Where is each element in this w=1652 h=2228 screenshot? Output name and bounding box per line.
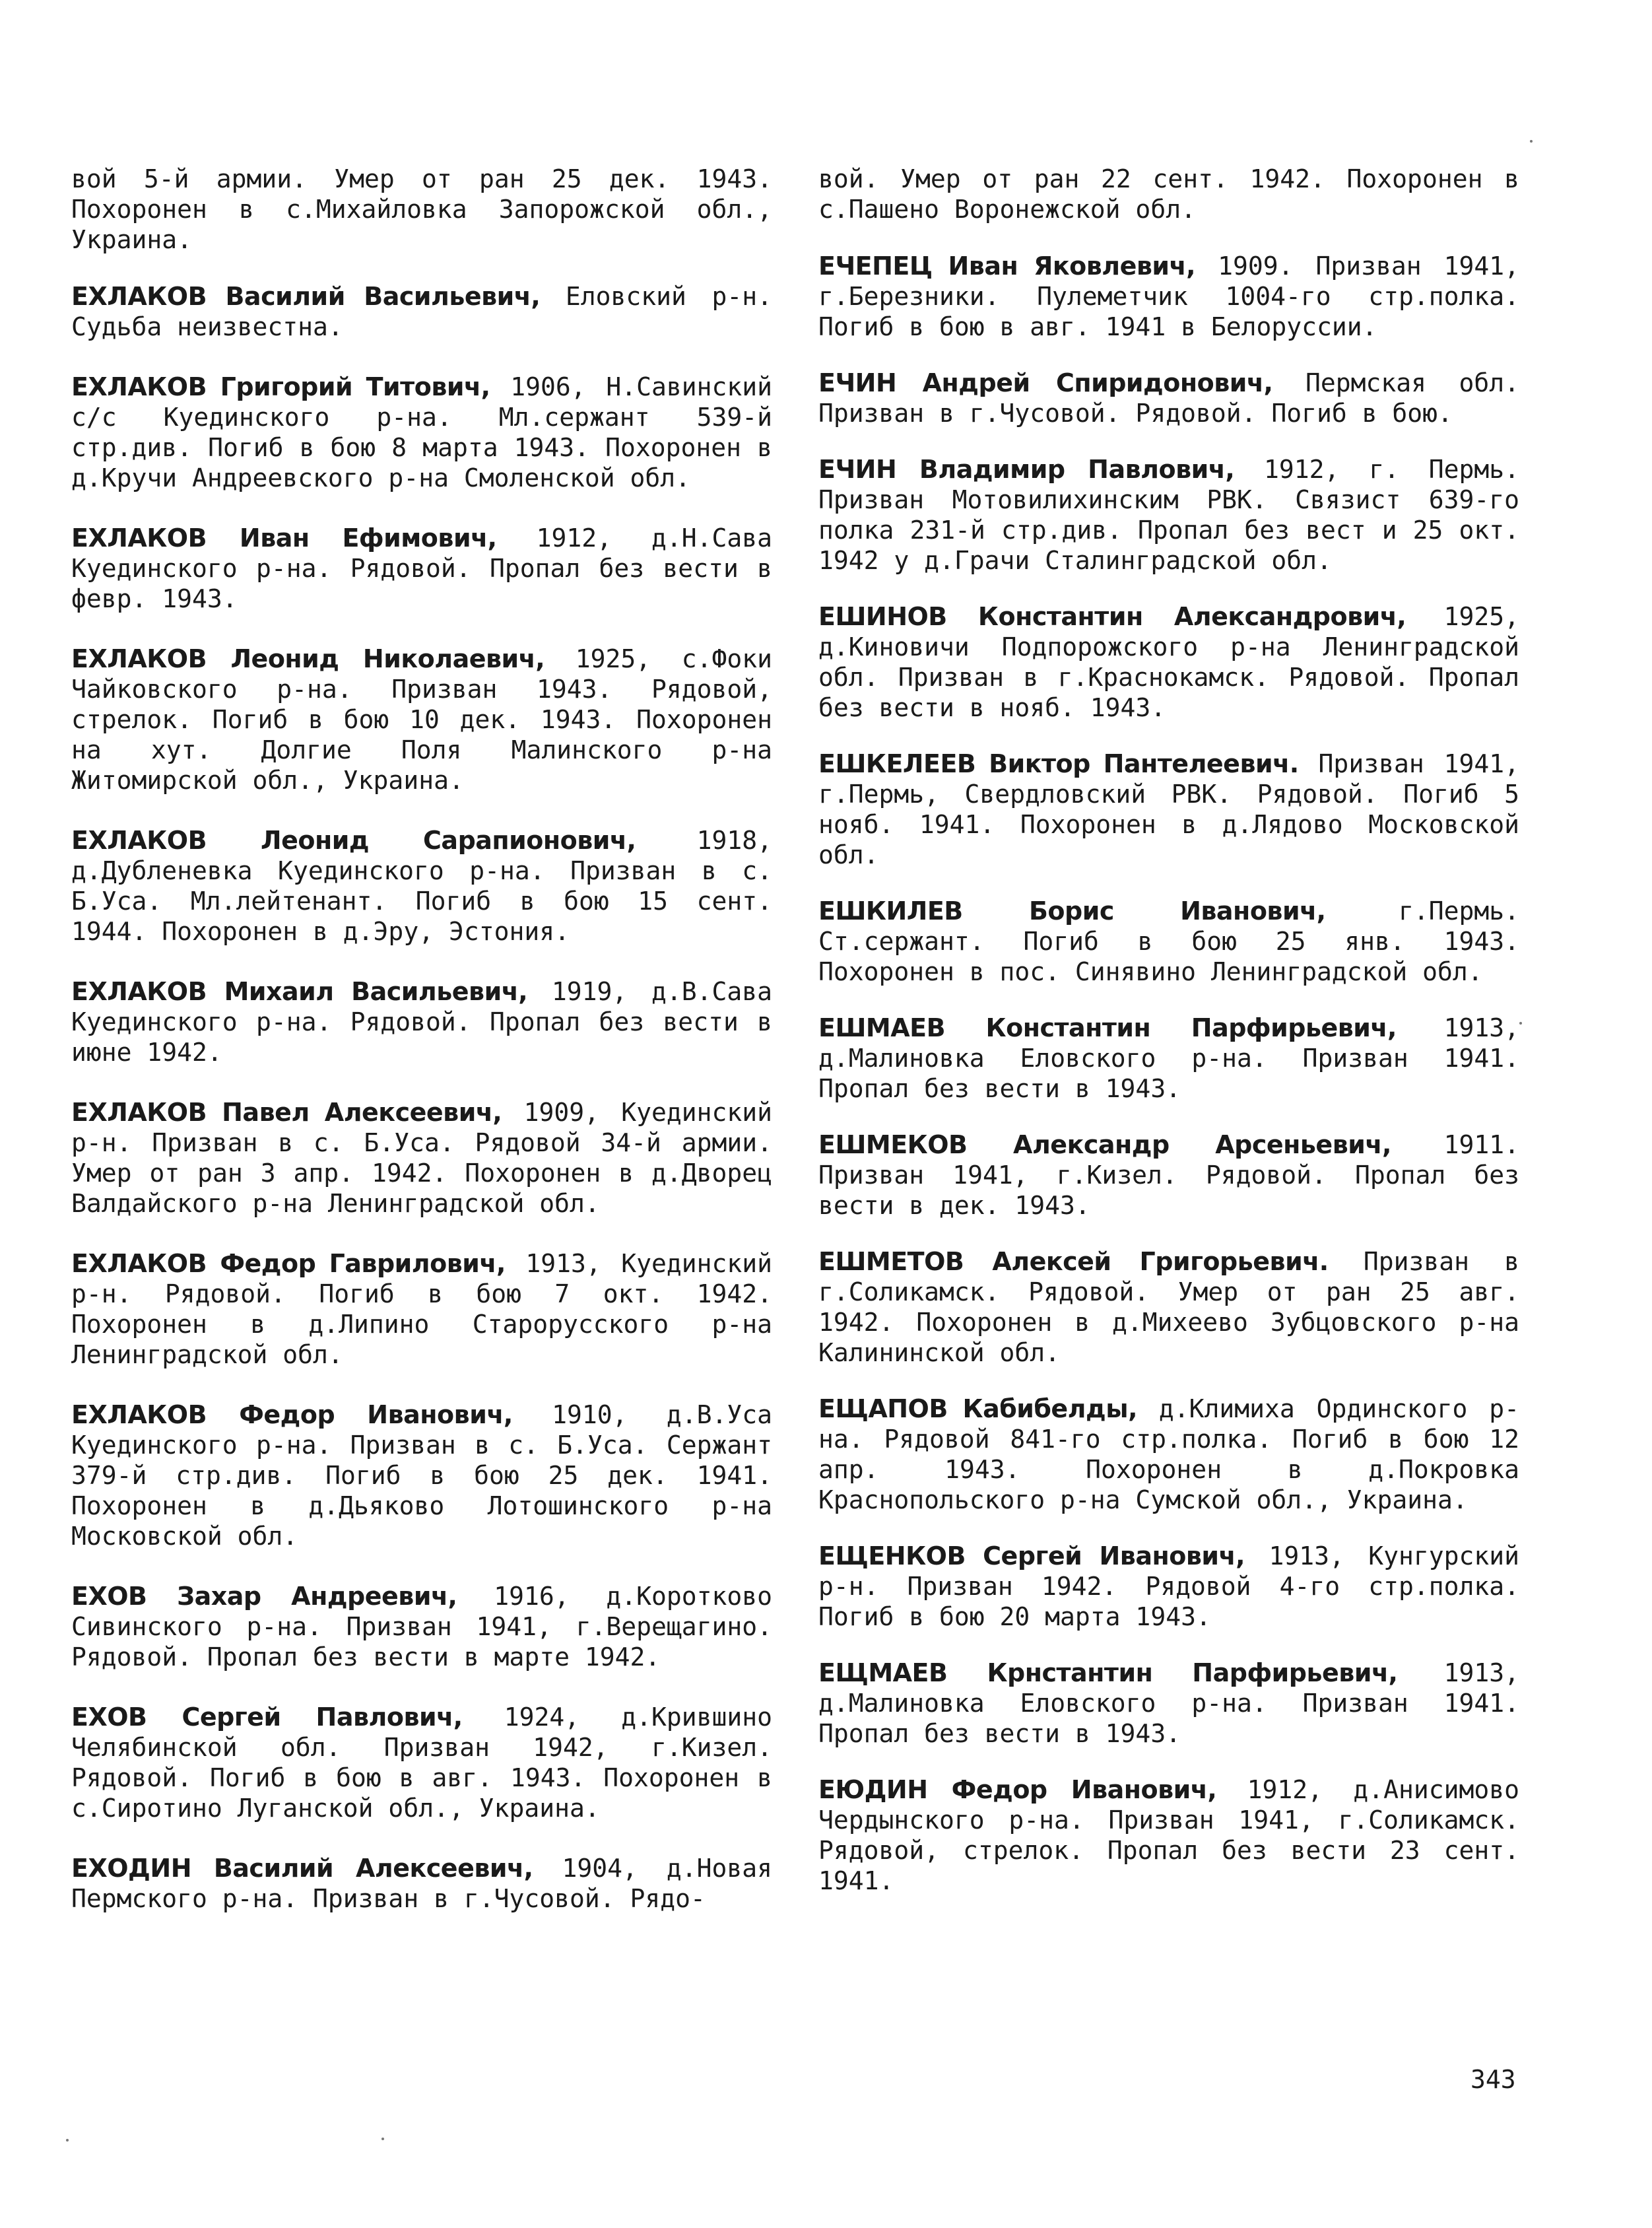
entry xyxy=(71,1097,772,1219)
entry-name: ЕЩАПОВ Кабибелды, xyxy=(818,1394,1138,1423)
entry xyxy=(71,372,772,493)
entry-name: ЕХЛАКОВ Леонид Николаевич, xyxy=(71,644,545,673)
entry xyxy=(818,1246,1519,1368)
entry-name: ЕХЛАКОВ Федор Гаврилович, xyxy=(71,1249,506,1278)
entry-name: ЕШКЕЛЕЕВ Виктор Пантелеевич. xyxy=(818,749,1299,778)
entry-name: ЕШКИЛЕВ Борис Иванович, xyxy=(818,896,1326,926)
entry-name: ЕШМАЕВ Константин Парфирьевич, xyxy=(818,1013,1397,1042)
entry-name: ЕШИНОВ Константин Александрович, xyxy=(818,602,1406,631)
entry xyxy=(818,896,1519,987)
entry-text: вой. Умер от ран 22 сент. 1942. Похоронен в с.Пашено Воронежской обл. xyxy=(818,164,1519,224)
entry xyxy=(818,1130,1519,1221)
entry-text: 1913, Куединский р-н. Рядовой. Погиб в бою 7 окт. 1942. Похоронен в д.Липино Старорусского р-на Ленинградской обл. xyxy=(71,1249,772,1369)
entry-name: ЕХОВ Захар Андреевич, xyxy=(71,1582,457,1611)
entry xyxy=(818,1013,1519,1104)
entry-text: 1913, Кунгурский р-н. Призван 1942. Рядовой 4-го стр.полка. Погиб в бою 20 марта 1943. xyxy=(818,1541,1519,1631)
entry-text: Призван в г.Соликамск. Рядовой. Умер от ран 25 авг. 1942. Похоронен в д.Михеево Зубцовского р-на Калининской обл. xyxy=(818,1247,1519,1367)
entry-name: ЕХОВ Сергей Павлович, xyxy=(71,1703,463,1732)
entry-name: ЕХЛАКОВ Федор Иванович, xyxy=(71,1400,513,1429)
entry-text: г.Пермь. Ст.сержант. Погиб в бою 25 янв. 1943. Похоронен в пос. Синявино Ленинградской обл. xyxy=(818,896,1519,986)
entry xyxy=(71,976,772,1067)
entry-name: ЕШМЕКОВ Александр Арсеньевич, xyxy=(818,1130,1391,1159)
entry xyxy=(71,281,772,342)
entry-continuation xyxy=(818,164,1519,224)
entry-text: Призван 1941, г.Пермь, Свердловский РВК. Рядовой. Погиб 5 нояб. 1941. Похоронен в д.Лядово Московской обл. xyxy=(818,749,1519,869)
entry-name: ЕХЛАКОВ Василий Васильевич, xyxy=(71,282,541,311)
entry xyxy=(71,1581,772,1672)
entry-text: 1910, д.В.Уса Куединского р-на. Призван в с. Б.Уса. Сержант 379-й стр.див. Погиб в бою 25 дек. 1941. Похоронен в д.Дьяково Лотошинского р-на Московской обл. xyxy=(71,1400,772,1551)
entry xyxy=(818,601,1519,723)
entry xyxy=(71,825,772,947)
entry-text: 1904, д.Новая Пермского р-на. Призван в г.Чусовой. Рядо- xyxy=(71,1854,772,1913)
entry-text: д.Климиха Ординского р-на. Рядовой 841-го стр.полка. Погиб в бою 12 апр. 1943. Похоронен в д.Покровка Краснопольского р-на Сумской обл., Украина. xyxy=(818,1394,1520,1514)
entry-text: Еловский р-н. Судьба неизвестна. xyxy=(71,282,772,341)
scan-speck xyxy=(1519,1022,1522,1025)
scan-speck xyxy=(66,2139,69,2142)
entry-text: 1912, д.Н.Сава Куединского р-на. Рядовой. Пропал без вести в февр. 1943. xyxy=(71,523,772,613)
entry xyxy=(818,251,1519,342)
entry-text: 1911. Призван 1941, г.Кизел. Рядовой. Пропал без вести в дек. 1943. xyxy=(818,1130,1519,1220)
entry-name: ЕЧЕПЕЦ Иван Яковлевич, xyxy=(818,252,1196,281)
entry xyxy=(818,1394,1519,1515)
entry-name: ЕХЛАКОВ Григорий Титович, xyxy=(71,372,490,401)
page-number: 343 xyxy=(1470,2065,1516,2094)
entry-text: вой 5-й армии. Умер от ран 25 дек. 1943. Похоронен в с.Михайловка Запорожской обл., Украина. xyxy=(71,164,772,254)
entry-text: Пермская обл. Призван в г.Чусовой. Рядовой. Погиб в бою. xyxy=(818,368,1519,428)
entry-text: 1916, д.Коротково Сивинского р-на. Призван 1941, г.Верещагино. Рядовой. Пропал без вести в марте 1942. xyxy=(71,1582,772,1671)
entry-name: ЕШМЕТОВ Алексей Григорьевич. xyxy=(818,1247,1329,1276)
entry-text: 1912, д.Анисимово Чердынского р-на. Призван 1941, г.Соликамск. Рядовой, стрелок. Пропал без вести 23 сент. 1941. xyxy=(818,1775,1519,1895)
entry-name: ЕЩМАЕВ Крнстантин Парфирьевич, xyxy=(818,1658,1398,1687)
entry-text: 1906, Н.Савинский с/с Куединского р-на. Мл.сержант 539-й стр.див. Погиб в бою 8 марта 1943. Похоронен в д.Кручи Андреевского р-на Смоленской обл. xyxy=(71,372,772,492)
entry-text: 1909. Призван 1941, г.Березники. Пулеметчик 1004-го стр.полка. Погиб в бою в авг. 1941 в Белоруссии. xyxy=(818,252,1519,341)
entry-text: 1919, д.В.Сава Куединского р-на. Рядовой. Пропал без вести в июне 1942. xyxy=(71,977,773,1067)
entry-text: 1913, д.Малиновка Еловского р-на. Призван 1941. Пропал без вести в 1943. xyxy=(818,1013,1519,1103)
entry-name: ЕХОДИН Василий Алексеевич, xyxy=(71,1854,533,1883)
entry xyxy=(71,1702,772,1823)
entry-name: ЕХЛАКОВ Иван Ефимович, xyxy=(71,523,497,553)
entry-continuation xyxy=(71,164,772,255)
entry xyxy=(71,1853,772,1914)
entry-text: 1913, д.Малиновка Еловского р-на. Призван 1941. Пропал без вести в 1943. xyxy=(818,1658,1519,1748)
entry-name: ЕЧИН Владимир Павлович, xyxy=(818,455,1235,484)
entry xyxy=(818,368,1519,428)
left-column xyxy=(71,164,772,1943)
entry xyxy=(71,644,772,795)
scan-speck xyxy=(1530,140,1533,143)
entry xyxy=(818,1658,1519,1749)
entry-text: 1925, с.Фоки Чайковского р-на. Призван 1943. Рядовой, стрелок. Погиб в бою 10 дек. 1943. Похоронен на хут. Долгие Поля Малинского р-на Житомирской обл., Украина. xyxy=(71,644,772,795)
entry-name: ЕЩЕНКОВ Сергей Иванович, xyxy=(818,1541,1245,1570)
entry xyxy=(71,1248,772,1370)
entry-text: 1918, д.Дубленевка Куединского р-на. Призван в с. Б.Уса. Мл.лейтенант. Погиб в бою 15 сент. 1944. Похоронен в д.Эру, Эстония. xyxy=(71,826,772,946)
entry xyxy=(71,523,772,614)
entry xyxy=(818,454,1519,576)
entry-text: 1925, д.Киновичи Подпорожского р-на Ленинградской обл. Призван в г.Краснокамск. Рядовой. Пропал без вести в нояб. 1943. xyxy=(818,602,1519,722)
entry-text: 1924, д.Крившино Челябинской обл. Призван 1942, г.Кизел. Рядовой. Погиб в бою в авг. 1943. Похоронен в с.Сиротино Луганской обл., Украина. xyxy=(71,1703,772,1823)
entry-name: ЕХЛАКОВ Павел Алексеевич, xyxy=(71,1098,502,1127)
entry-name: ЕЧИН Андрей Спиридонович, xyxy=(818,368,1273,397)
entry xyxy=(818,1541,1519,1632)
right-column xyxy=(818,164,1519,1922)
entry xyxy=(71,1400,772,1551)
entry xyxy=(818,1774,1519,1896)
entry-text: 1912, г. Пермь. Призван Мотовилихинским РВК. Связист 639-го полка 231-й стр.див. Пропал без вест и 25 окт. 1942 у д.Грачи Сталинградской обл. xyxy=(818,455,1519,575)
entry-name: ЕЮДИН Федор Иванович, xyxy=(818,1775,1217,1804)
scan-speck xyxy=(381,2138,384,2140)
entry xyxy=(818,749,1519,870)
entry-name: ЕХЛАКОВ Леонид Сарапионович, xyxy=(71,826,636,855)
entry-name: ЕХЛАКОВ Михаил Васильевич, xyxy=(71,977,528,1006)
entry-text: 1909, Куединский р-н. Призван в с. Б.Уса. Рядовой 34-й армии. Умер от ран 3 апр. 1942. Похоронен в д.Дворец Валдайского р-на Ленинградской обл. xyxy=(71,1098,772,1218)
